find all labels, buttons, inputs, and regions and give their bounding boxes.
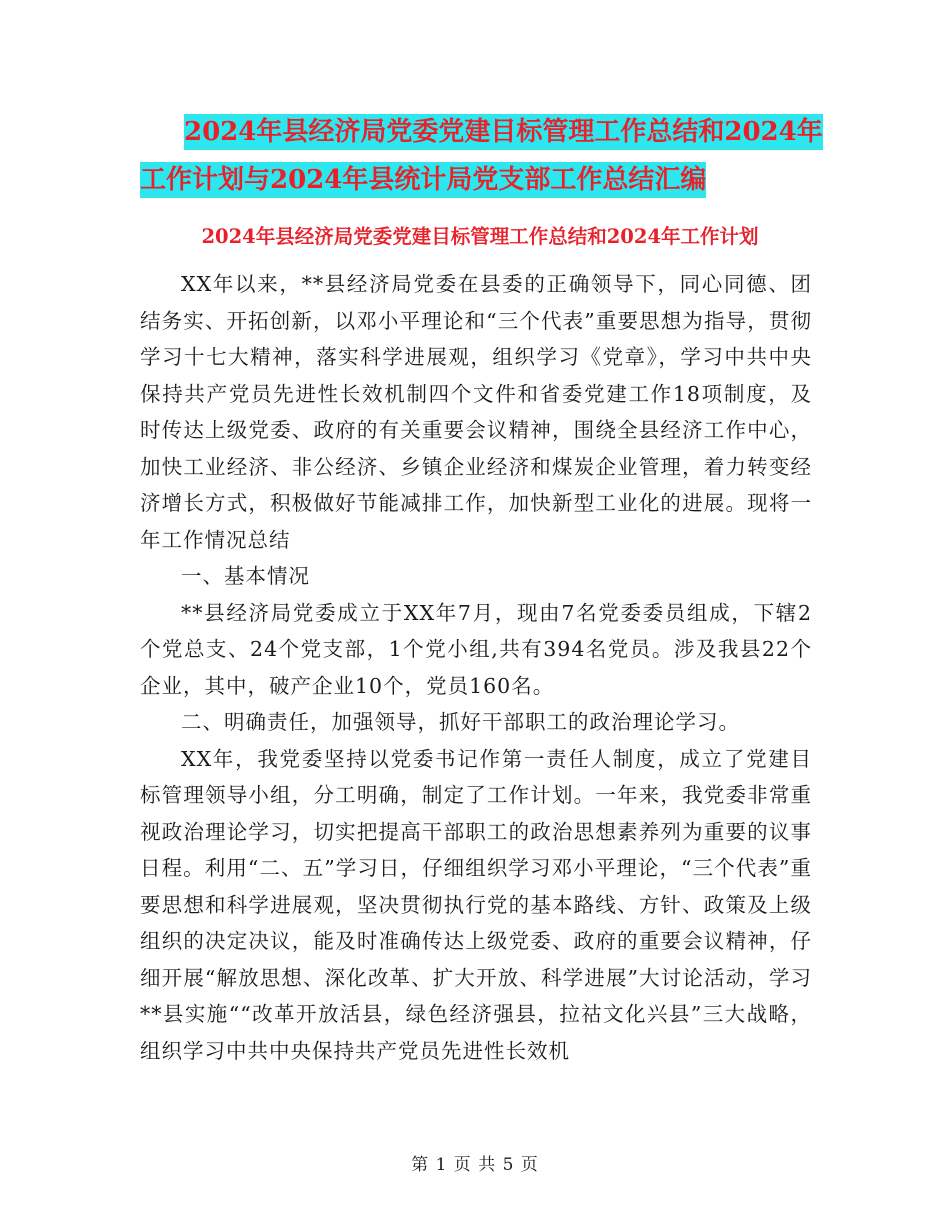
document-title	[140, 108, 830, 204]
paragraph-basic-info: **县经济局党委成立于XX年7月，现由7名党委委员组成，下辖2个党总支、24个党支部，1个党小组,共有394名党员。涉及我县22个企业，其中，破产企业10个，党员160名。	[140, 600, 812, 698]
title-line-1: 2024年县经济局党委党建目标管理工作总结和2024年	[184, 114, 823, 150]
page-footer: 第 1 页 共 5 页	[411, 1155, 539, 1175]
paragraph-responsibility: XX年，我党委坚持以党委书记作第一责任人制度，成立了党建目标管理领导小组，分工明确，制定了工作计划。一年来，我党委非常重视政治理论学习，切实把提高干部职工的政治思想素养列为重要的议事日程。利用“二、五”学习日，仔细组织学习邓小平理论，“三个代表”重要思想和科学进展观，坚决贯彻执行党的基本路线、方针、政策及上级组织的决定决议，能及时准确传达上级党委、政府的重要会议精神，仔细开展“解放思想、深化改革、扩大开放、科学进展”大讨论活动，学习**县实施““改革开放活县，绿色经济强县，拉祜文化兴县”三大战略，组织学习中共中央保持共产党员先进性长效机	[140, 746, 812, 1063]
paragraph-heading-basic: 一、基本情况	[181, 564, 310, 588]
body-text	[140, 266, 812, 1069]
paragraph-intro: XX年以来，**县经济局党委在县委的正确领导下，同心同德、团结务实、开拓创新，以邓小平理论和“三个代表”重要思想为指导，贯彻学习十七大精神，落实科学进展观，组织学习《党章》，学习中共中央保持共产党员先进性长效机制四个文件和省委党建工作18项制度，及时传达上级党委、政府的有关重要会议精神，围绕全县经济工作中心，加快工业经济、非公经济、乡镇企业经济和煤炭企业管理，着力转变经济增长方式，积极做好节能减排工作，加快新型工业化的进展。现将一年工作情况总结	[140, 272, 812, 552]
paragraph-heading-responsibility: 二、明确责任，加强领导，抓好干部职工的政治理论学习。	[181, 710, 740, 734]
section-title: 2024年县经济局党委党建目标管理工作总结和2024年工作计划	[201, 225, 759, 248]
title-line-2: 工作计划与2024年县统计局党支部工作总结汇编	[140, 162, 706, 198]
